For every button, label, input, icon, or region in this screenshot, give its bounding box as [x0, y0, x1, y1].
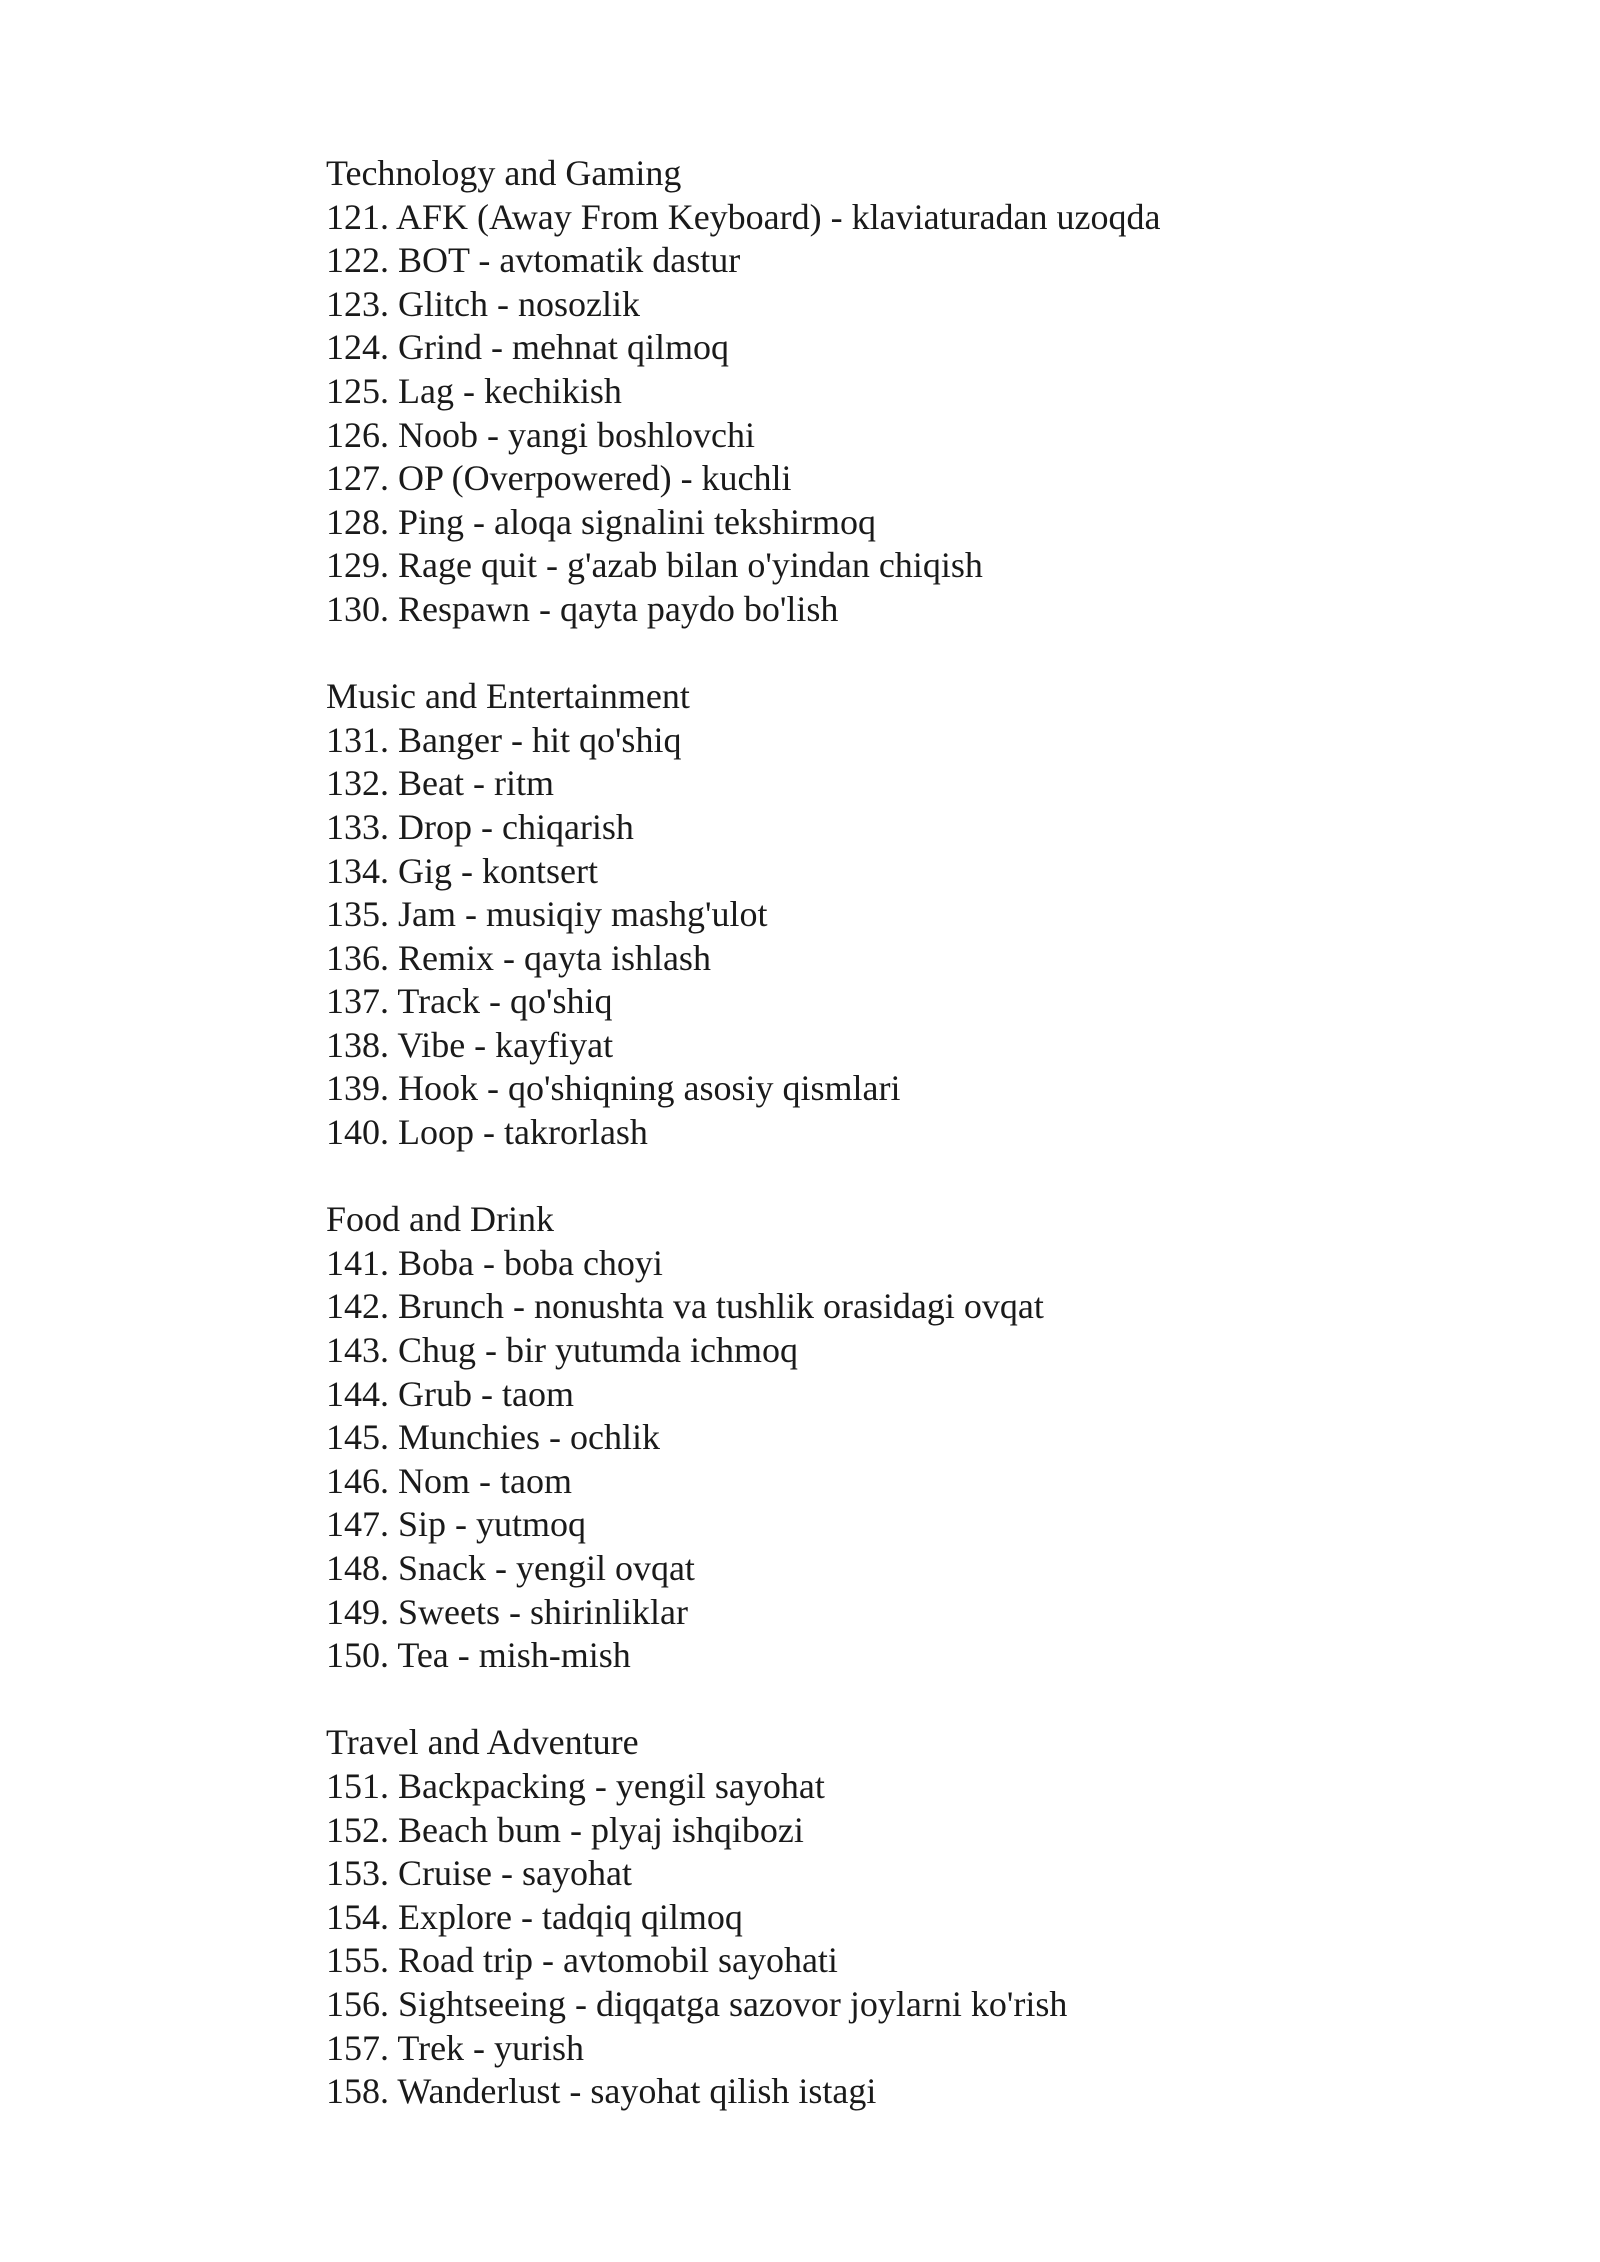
list-item: 127. OP (Overpowered) - kuchli: [326, 458, 792, 499]
list-item: 137. Track - qo'shiq: [326, 981, 613, 1022]
list-item: 147. Sip - yutmoq: [326, 1504, 587, 1545]
list-item: 125. Lag - kechikish: [326, 370, 622, 411]
list-item: 148. Snack - yengil ovqat: [326, 1548, 695, 1588]
list-item: 138. Vibe - kayfiyat: [326, 1024, 614, 1065]
document-body: [326, 152, 1506, 2114]
list-item: 122. BOT - avtomatik dastur: [326, 240, 741, 281]
list-item: 153. Cruise - sayohat: [326, 1853, 632, 1894]
list-item: 143. Chug - bir yutumda ichmoq: [326, 1330, 798, 1371]
list-item: 130. Respawn - qayta paydo bo'lish: [326, 588, 839, 629]
list-item: 135. Jam - musiqiy mashg'ulot: [326, 894, 768, 935]
list-item: 124. Grind - mehnat qilmoq: [326, 327, 729, 368]
list-item: 142. Brunch - nonushta va tushlik orasidagi ovqat: [326, 1286, 1044, 1327]
list-item: 128. Ping - aloqa signalini tekshirmoq: [326, 501, 876, 542]
list-item: 123. Glitch - nosozlik: [326, 283, 640, 324]
section-music-and-entertainment: [326, 675, 1506, 1155]
list-item: 158. Wanderlust - sayohat qilish istagi: [326, 2071, 877, 2112]
section-title: Travel and Adventure: [326, 1722, 639, 1763]
list-item: 151. Backpacking - yengil sayohat: [326, 1765, 825, 1806]
list-item: 155. Road trip - avtomobil sayohati: [326, 1940, 838, 1981]
list-item: 150. Tea - mish-mish: [326, 1635, 631, 1676]
list-item: 139. Hook - qo'shiqning asosiy qismlari: [326, 1068, 901, 1109]
list-item: 129. Rage quit - g'azab bilan o'yindan chiqish: [326, 545, 983, 586]
list-item: 154. Explore - tadqiq qilmoq: [326, 1896, 743, 1937]
list-item: 136. Remix - qayta ishlash: [326, 937, 711, 978]
list-item: 126. Noob - yangi boshlovchi: [326, 414, 755, 455]
list-item: 157. Trek - yurish: [326, 2027, 585, 2068]
section-title: Food and Drink: [326, 1199, 554, 1240]
list-item: 133. Drop - chiqarish: [326, 806, 634, 847]
list-item: 141. Boba - boba choyi: [326, 1242, 663, 1283]
list-item: 132. Beat - ritm: [326, 763, 554, 804]
section-food-and-drink: [326, 1198, 1506, 1678]
list-item: 145. Munchies - ochlik: [326, 1417, 660, 1458]
list-item: 152. Beach bum - plyaj ishqibozi: [326, 1809, 804, 1850]
section-title: Music and Entertainment: [326, 676, 690, 717]
list-item: 149. Sweets - shirinliklar: [326, 1591, 688, 1632]
section-title: Technology and Gaming: [326, 153, 682, 193]
section-technology-and-gaming: [326, 152, 1506, 632]
list-item: 140. Loop - takrorlash: [326, 1112, 648, 1153]
list-item: 156. Sightseeing - diqqatga sazovor joylarni ko'rish: [326, 1983, 1068, 2024]
section-travel-and-adventure: [326, 1721, 1506, 2113]
list-item: 131. Banger - hit qo'shiq: [326, 719, 682, 760]
list-item: 144. Grub - taom: [326, 1373, 574, 1414]
list-item: 134. Gig - kontsert: [326, 850, 598, 891]
list-item: 146. Nom - taom: [326, 1460, 572, 1501]
list-item: 121. AFK (Away From Keyboard) - klaviaturadan uzoqda: [326, 196, 1161, 237]
